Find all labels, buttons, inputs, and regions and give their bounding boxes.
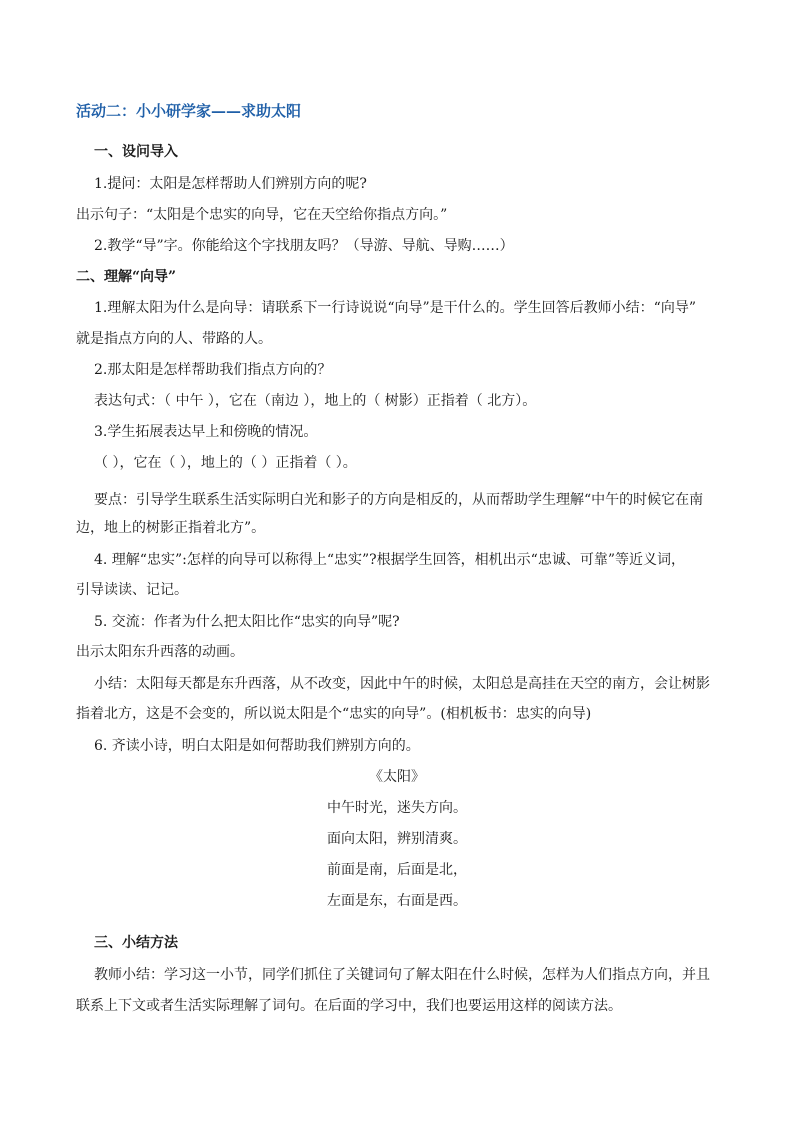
paragraph: 引导读读、记记。	[76, 582, 188, 598]
paragraph: 6. 齐读小诗，明白太阳是如何帮助我们辨别方向的。	[94, 738, 420, 754]
paragraph: 2.教学“导”字。你能给这个字找朋友吗？（导游、导航、导购……）	[94, 238, 514, 254]
poem-line: 前面是南，后面是北，	[327, 862, 467, 878]
paragraph: 出示句子：“太阳是个忠实的向导，它在天空给你指点方向。”	[76, 207, 448, 223]
section-heading-guide: 二、理解“向导”	[76, 269, 177, 285]
paragraph: 表达句式：（ 中午 ），它在（南边 ），地上的（ 树影）正指着（ 北方）。	[94, 393, 537, 409]
paragraph: 3.学生拓展表达早上和傍晚的情况。	[94, 424, 318, 440]
paragraph: 出示太阳东升西落的动画。	[76, 644, 244, 660]
paragraph: 1.理解太阳为什么是向导：请联系下一行诗说说“向导”是干什么的。学生回答后教师小结：“向导”	[94, 300, 696, 316]
paragraph: 2.那太阳是怎样帮助我们指点方向的？	[94, 362, 332, 378]
poem-line: 左面是东，右面是西。	[327, 893, 467, 909]
poem-line: 面向太阳，辨别清爽。	[327, 831, 467, 847]
activity-title: 活动二：小小研学家——求助太阳	[76, 102, 302, 120]
paragraph: 要点：引导学生联系生活实际明白光和影子的方向是相反的，从而帮助学生理解“中午的时候它在南	[94, 492, 704, 508]
paragraph: 就是指点方向的人、带路的人。	[76, 331, 272, 347]
poem-title: 《太阳》	[369, 769, 425, 785]
fill-in-blank-line: （ ），它在（ ），地上的（ ）正指着（ ）。	[94, 455, 357, 471]
paragraph: 教师小结：学习这一小节，同学们抓住了关键词句了解太阳在什么时候，怎样为人们指点方向，并且	[94, 967, 710, 983]
paragraph: 5. 交流：作者为什么把太阳比作“忠实的向导”呢?	[94, 614, 400, 630]
section-heading-intro: 一、设问导入	[94, 144, 178, 160]
paragraph: 联系上下文或者生活实际理解了词句。在后面的学习中，我们也要运用这样的阅读方法。	[76, 998, 622, 1014]
paragraph: 1.提问：太阳是怎样帮助人们辨别方向的呢?	[94, 176, 367, 192]
paragraph: 小结：太阳每天都是东升西落，从不改变，因此中午的时候，太阳总是高挂在天空的南方，会让树影	[94, 676, 710, 692]
paragraph: 4. 理解“忠实”:怎样的向导可以称得上“忠实”?根据学生回答，相机出示“忠诚、可靠”等近义词，	[94, 552, 685, 568]
paragraph: 边，地上的树影正指着北方”。	[76, 520, 266, 536]
section-heading-summary: 三、小结方法	[94, 935, 178, 951]
poem-line: 中午时光，迷失方向。	[327, 800, 467, 816]
paragraph: 指着北方，这是不会变的，所以说太阳是个“忠实的向导”。(相机板书：忠实的向导)	[76, 706, 592, 722]
